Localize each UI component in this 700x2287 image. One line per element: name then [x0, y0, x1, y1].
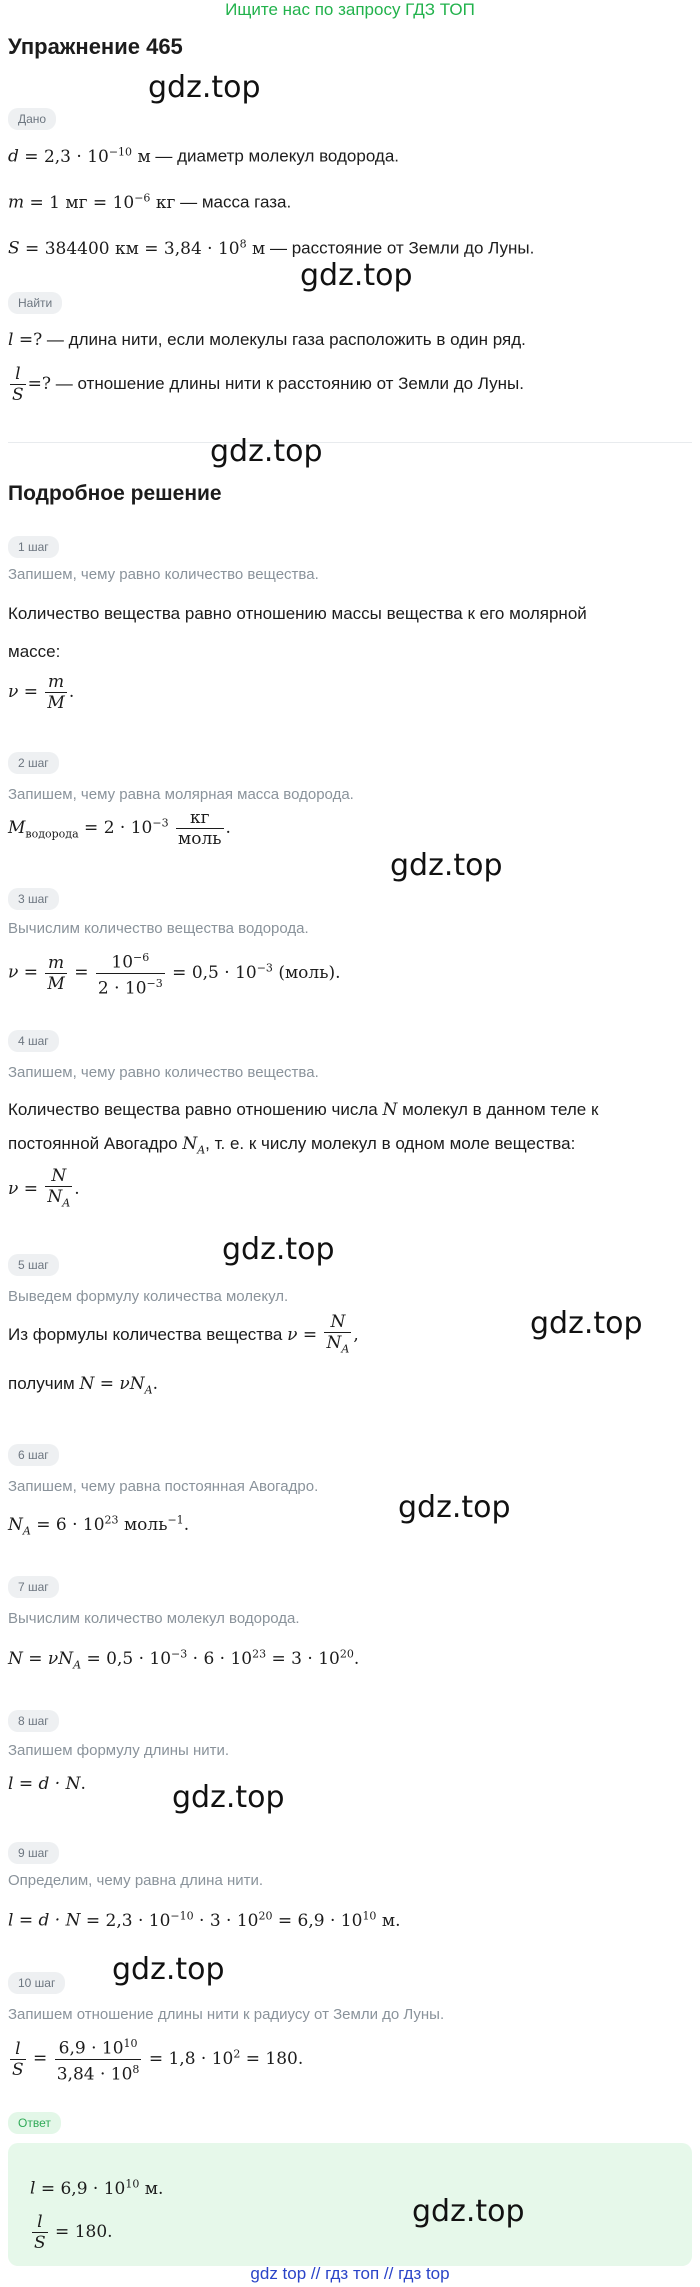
step-7-badge: [8, 1576, 59, 1598]
step-10-label: 10 шаг: [8, 1972, 65, 1994]
step-6-formula: $N_A = 6 \cdot 10^{23}$ моль$^{-1}$.: [8, 1513, 190, 1538]
given-s-text: — расстояние от Земли до Луны.: [265, 238, 535, 258]
step-6-label: 6 шаг: [8, 1444, 59, 1466]
step-10-caption: Запишем отношение длины нити к радиусу от Земли до Луны.: [8, 2006, 445, 2023]
step-8-label: 8 шаг: [8, 1710, 59, 1732]
step-1-text-2: массе:: [8, 642, 61, 661]
watermark: gdz.top: [112, 1952, 225, 1987]
step-9-label: 9 шаг: [8, 1842, 59, 1864]
step-1-caption: Запишем, чему равно количество вещества.: [8, 566, 319, 583]
step-4-text-2b: , т. е. к числу молекул в одном моле вещества:: [205, 1134, 576, 1153]
given-s: S = 384400 км = $3,84 \cdot 10^8$ м — расстояние от Земли до Луны.: [8, 237, 535, 259]
step-2-formula: $M_{водорода} = 2 \cdot 10^{-3}$ $\frac{кг}{\text{моль}}$ .: [8, 808, 231, 849]
step-1-badge: [8, 536, 59, 558]
watermark: gdz.top: [210, 434, 323, 469]
watermark: gdz.top: [300, 258, 413, 293]
watermark: gdz.top: [390, 848, 503, 883]
given-d: $d = 2,3 \cdot 10^{-10}$ м — диаметр молекул водорода.: [8, 145, 400, 167]
step-1-label: 1 шаг: [8, 536, 59, 558]
given-m-text: — масса газа.: [175, 192, 292, 212]
step-3-badge: [8, 888, 59, 910]
divider: [8, 442, 692, 443]
step-8-badge: [8, 1710, 59, 1732]
step-10-formula: $\frac{l}{S}$ = $\frac{6,9 \cdot 10^{10}}{3,84 \cdot 10^8}$ = $1,8 \cdot 10^2 = 180$.: [8, 2034, 303, 2084]
step-4-text-2: постоянной Авогадро $N_A$, т. е. к числу молекул в одном моле вещества:: [8, 1134, 576, 1157]
step-4-caption: Запишем, чему равно количество вещества.: [8, 1064, 319, 1081]
watermark: gdz.top: [412, 2194, 525, 2229]
footer-links[interactable]: gdz top // гдз топ // гдз top: [250, 2264, 450, 2283]
step-9-caption: Определим, чему равна длина нити.: [8, 1872, 264, 1889]
step-9-badge: [8, 1842, 59, 1864]
step-4-formula: ν = $\frac{N}{N_A}$ .: [8, 1166, 80, 1210]
step-7-caption: Вычислим количество молекул водорода.: [8, 1610, 300, 1627]
watermark: gdz.top: [530, 1306, 643, 1341]
step-8-formula: l = d · N.: [8, 1774, 86, 1794]
step-8-caption: Запишем формулу длины нити.: [8, 1742, 230, 1759]
answer-badge: [8, 2112, 61, 2134]
answer-label: Ответ: [8, 2112, 61, 2134]
step-3-caption: Вычислим количество вещества водорода.: [8, 920, 309, 937]
step-5-caption: Выведем формулу количества молекул.: [8, 1288, 289, 1305]
step-5-text-2: получим $N = \nu N_A$.: [8, 1374, 158, 1397]
step-4-text-1a: Количество вещества равно отношению числа: [8, 1100, 383, 1119]
step-3-label: 3 шаг: [8, 888, 59, 910]
step-4-badge: [8, 1030, 59, 1052]
watermark: gdz.top: [222, 1232, 335, 1267]
step-5-badge: [8, 1254, 59, 1276]
watermark: gdz.top: [148, 70, 261, 105]
find-ratio: $\frac{l}{S}$ =? — отношение длины нити к расстоянию от Земли до Луны.: [12, 364, 524, 405]
step-5-text-1: Из формулы количества вещества ν = $\frac{N}{N_A}$ ,: [8, 1312, 359, 1356]
step-4-text-1b: молекул в данном теле к: [397, 1100, 599, 1119]
step-2-caption: Запишем, чему равна молярная масса водорода.: [8, 786, 354, 803]
given-label: Дано: [8, 108, 56, 130]
answer-ratio: $\frac{l}{S}$ = 180.: [34, 2212, 113, 2253]
step-1-formula: ν = $\frac{m}{M}$ .: [8, 672, 75, 713]
find-ratio-text: — отношение длины нити к расстоянию от Земли до Луны.: [51, 373, 524, 393]
step-4-text-2a: постоянной Авогадро: [8, 1134, 183, 1153]
step-5-text-1-label: Из формулы количества вещества: [8, 1325, 288, 1345]
answer-l: $l = 6,9 \cdot 10^{10}$ м.: [30, 2177, 164, 2199]
given-d-text: — диаметр молекул водорода.: [150, 146, 400, 166]
find-l-text: — длина нити, если молекулы газа расположить в один ряд.: [42, 330, 526, 349]
step-4-text-1: Количество вещества равно отношению числа N молекул в данном теле к: [8, 1100, 599, 1120]
step-7-label: 7 шаг: [8, 1576, 59, 1598]
watermark: gdz.top: [398, 1490, 511, 1525]
step-4-label: 4 шаг: [8, 1030, 59, 1052]
step-5-label: 5 шаг: [8, 1254, 59, 1276]
find-label: Найти: [8, 292, 62, 314]
step-10-badge: [8, 1972, 65, 1994]
page-title: Упражнение 465: [8, 34, 183, 59]
step-1-text-1: Количество вещества равно отношению массы вещества к его молярной: [8, 604, 587, 623]
step-2-label: 2 шаг: [8, 752, 59, 774]
top-banner[interactable]: Ищите нас по запросу ГДЗ ТОП: [225, 0, 475, 19]
given-m: m = 1 мг = $10^{-6}$ кг — масса газа.: [8, 191, 292, 213]
solution-title: Подробное решение: [8, 482, 222, 505]
given-badge: [8, 108, 56, 130]
find-l: l =? — длина нити, если молекулы газа расположить в один ряд.: [8, 330, 526, 350]
step-5-text-2-label: получим: [8, 1374, 80, 1393]
watermark: gdz.top: [172, 1780, 285, 1815]
step-6-badge: [8, 1444, 59, 1466]
step-3-formula: ν = $\frac{m}{M}$ = $\frac{10^{-6}}{2 \cdot 10^{-3}}$ = $0,5 \cdot 10^{-3}$ (моль).: [8, 948, 341, 998]
step-9-formula: $l = d \cdot N = 2,3 \cdot 10^{-10} \cdot 3 \cdot 10^{20} = 6,9 \cdot 10^{10}$ м.: [8, 1909, 401, 1931]
find-badge: [8, 292, 62, 314]
step-7-formula: $N = \nu N_A = 0,5 \cdot 10^{-3} \cdot 6 \cdot 10^{23} = 3 \cdot 10^{20}$.: [8, 1647, 360, 1672]
step-2-badge: [8, 752, 59, 774]
step-6-caption: Запишем, чему равна постоянная Авогадро.: [8, 1478, 319, 1495]
